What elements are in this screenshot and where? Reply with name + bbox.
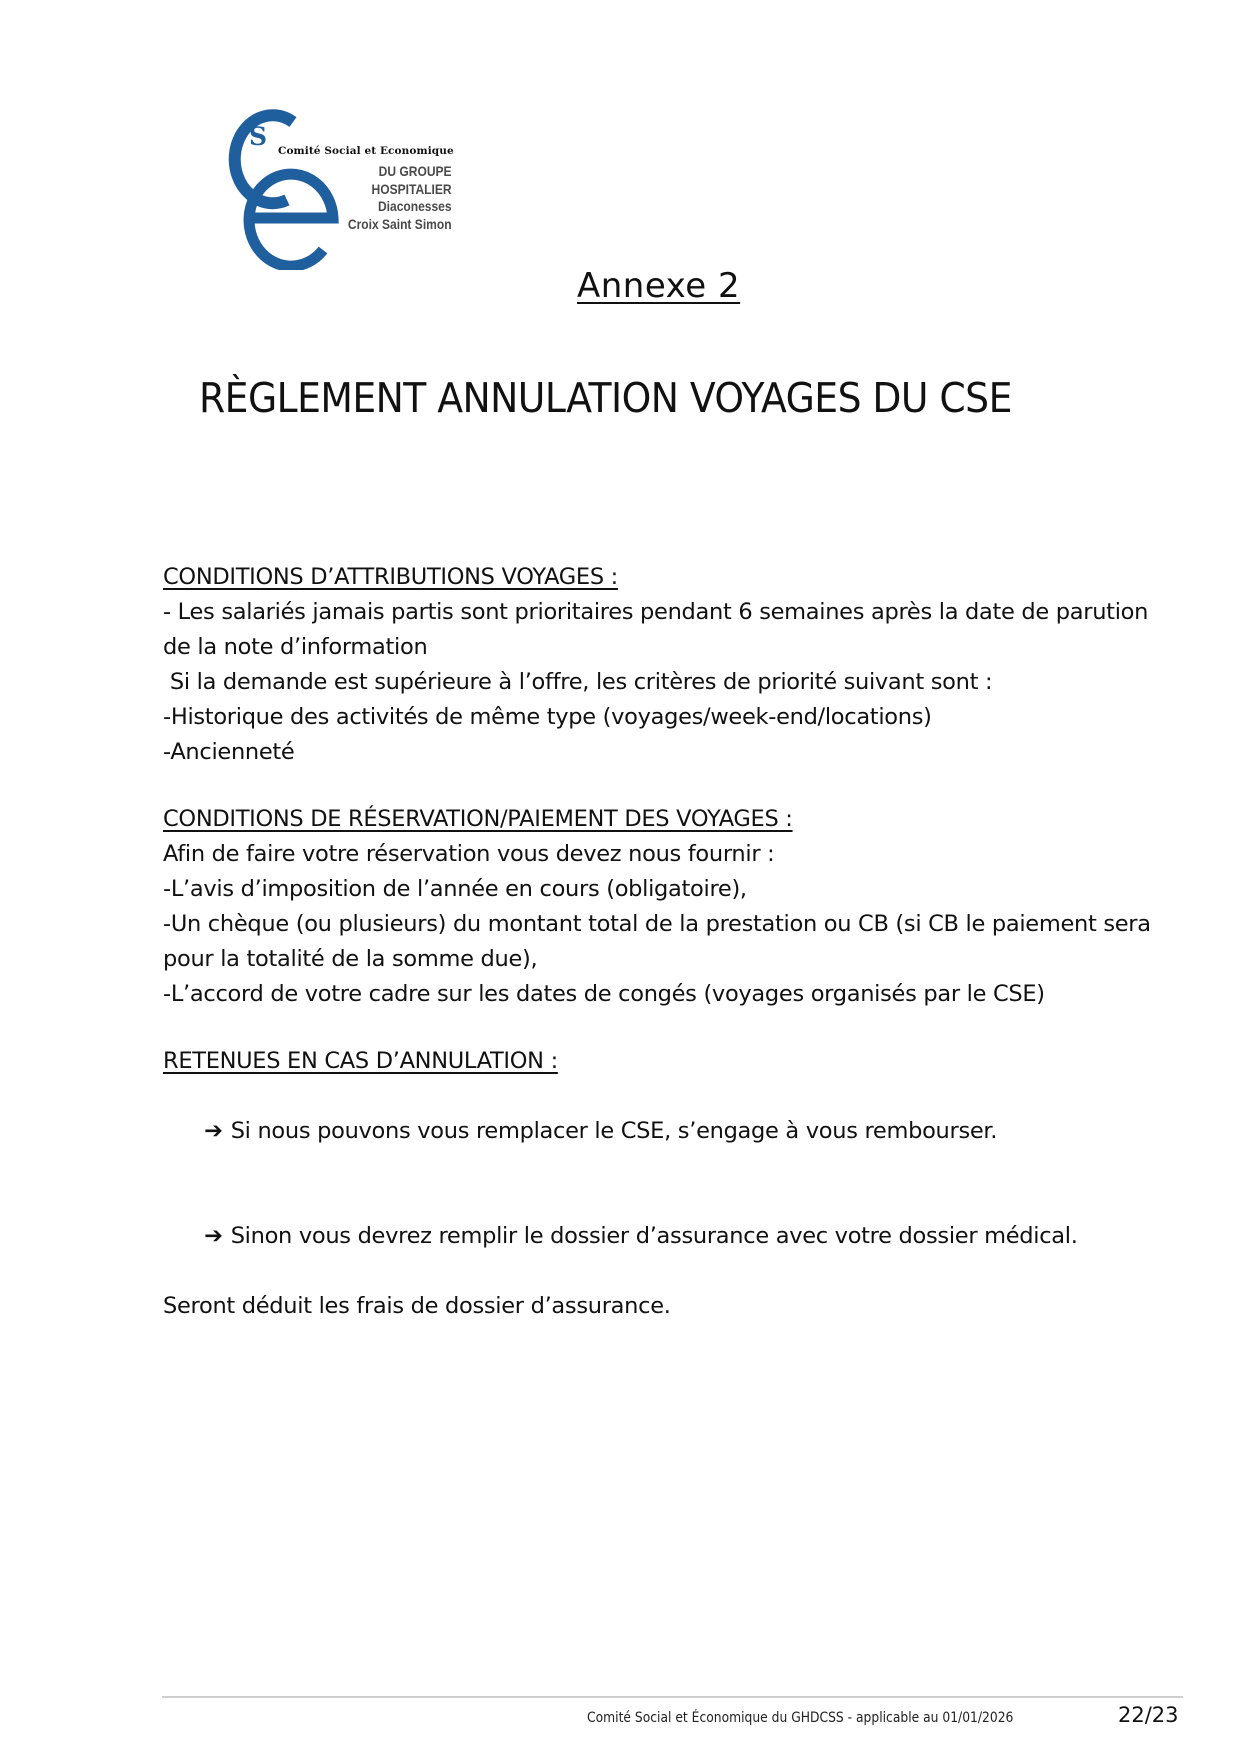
ce-logo-mark-icon bbox=[215, 100, 355, 270]
section-heading: RETENUES EN CAS D’ANNULATION : bbox=[163, 1048, 558, 1074]
paragraph-line: -Un chèque (ou plusieurs) du montant total de la prestation ou CB (si CB le paiement sera pour la totalité de la somme due), bbox=[163, 911, 1158, 972]
logo-s-letter: S bbox=[249, 122, 268, 151]
section-cancellation-deductions bbox=[163, 1044, 1173, 1324]
page-number: 22/23 bbox=[1118, 1703, 1179, 1727]
paragraph-line: -L’avis d’imposition de l’année en cours (obligatoire), bbox=[163, 876, 747, 902]
document-body bbox=[163, 560, 1173, 1356]
arrow-item bbox=[163, 1079, 1173, 1184]
logo-e-shape bbox=[249, 174, 333, 266]
arrow-item bbox=[163, 1184, 1173, 1289]
paragraph-line: -Historique des activités de même type (voyages/week-end/locations) bbox=[163, 704, 932, 730]
section-heading: CONDITIONS DE RÉSERVATION/PAIEMENT DES VOYAGES : bbox=[163, 806, 793, 832]
footer-divider bbox=[162, 1696, 1183, 1698]
arrow-item-text: Sinon vous devrez remplir le dossier d’assurance avec votre dossier médical. bbox=[230, 1223, 1078, 1249]
page-title: RÈGLEMENT ANNULATION VOYAGES DU CSE bbox=[199, 374, 1012, 422]
logo-line: DU GROUPE bbox=[379, 163, 452, 179]
footer-text: Comité Social et Économique du GHDCSS - applicable au 01/01/2026 bbox=[587, 1710, 1014, 1726]
paragraph-line: -L’accord de votre cadre sur les dates de congés (voyages organisés par le CSE) bbox=[163, 981, 1045, 1007]
paragraph-line: Seront déduit les frais de dossier d’assurance. bbox=[163, 1293, 671, 1319]
paragraph-line: -Ancienneté bbox=[163, 739, 295, 765]
logo-line: Diaconesses bbox=[378, 198, 452, 214]
section-heading: CONDITIONS D’ATTRIBUTIONS VOYAGES : bbox=[163, 564, 618, 590]
annex-label: Annexe 2 bbox=[577, 266, 741, 306]
paragraph-line: Si la demande est supérieure à l’offre, les critères de priorité suivant sont : bbox=[163, 669, 993, 695]
section-reservation-payment bbox=[163, 802, 1173, 1012]
logo-line: Croix Saint Simon bbox=[348, 215, 452, 232]
paragraph-line: - Les salariés jamais partis sont prioritaires pendant 6 semaines après la date de parution de la note d’information bbox=[163, 599, 1155, 660]
arrow-item-text: Si nous pouvons vous remplacer le CSE, s’engage à vous rembourser. bbox=[230, 1118, 998, 1144]
logo-line: HOSPITALIER bbox=[371, 180, 452, 197]
cse-logo bbox=[215, 100, 475, 270]
section-attribution-conditions bbox=[163, 560, 1173, 770]
logo-organization-name bbox=[348, 163, 452, 233]
paragraph-line: Afin de faire votre réservation vous devez nous fournir : bbox=[163, 841, 775, 867]
arrow-right-icon: ➔ bbox=[204, 1223, 223, 1249]
arrow-right-icon: ➔ bbox=[204, 1118, 223, 1144]
logo-tagline: Comité Social et Economique bbox=[278, 145, 454, 157]
